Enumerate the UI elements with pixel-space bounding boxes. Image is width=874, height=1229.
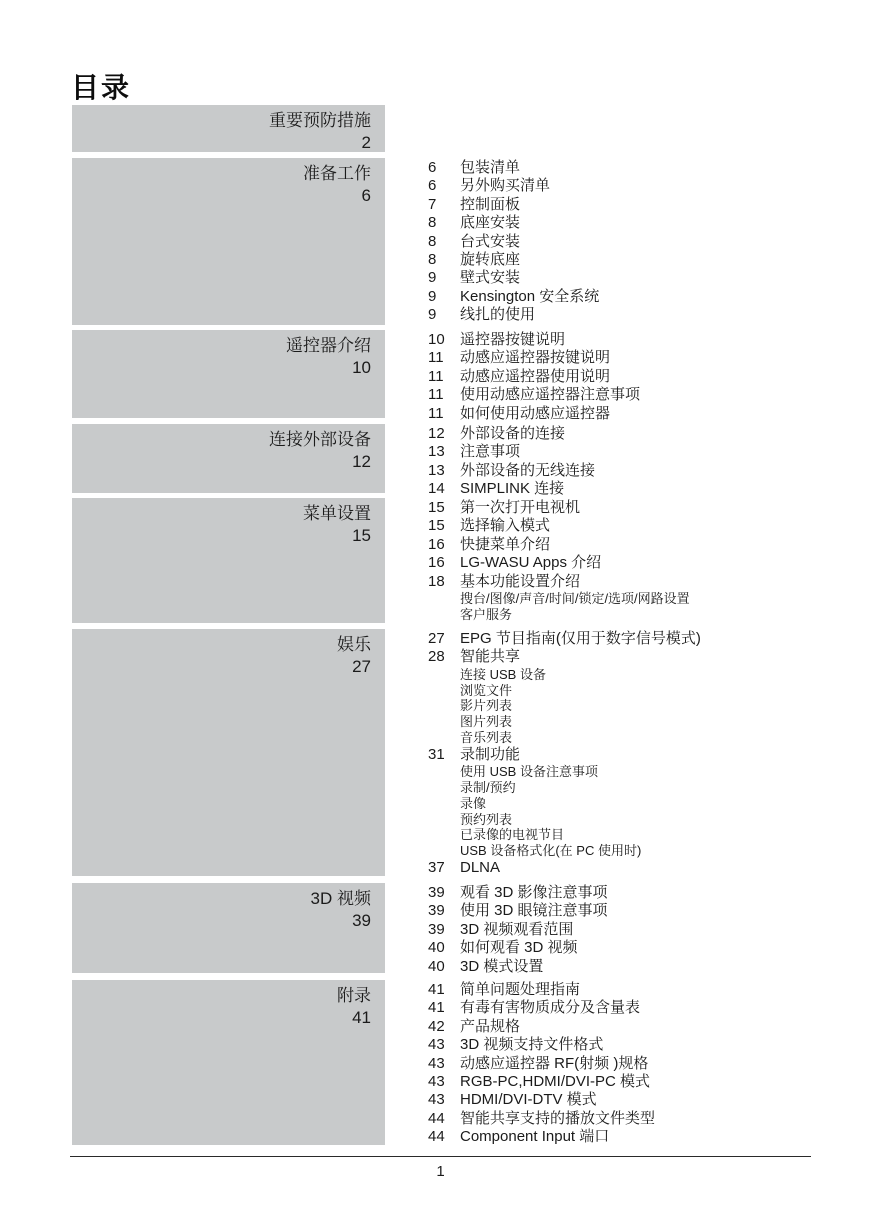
toc-section-entertainment <box>72 629 808 877</box>
section-item-list <box>428 498 768 623</box>
toc-subentry <box>428 796 768 812</box>
toc-entry-label: 简单问题处理指南 <box>460 981 581 998</box>
toc-subentry <box>428 683 768 699</box>
toc-entry-page-number: 39 <box>428 902 445 920</box>
toc-entry <box>428 386 768 404</box>
section-page-number: 2 <box>361 133 371 152</box>
section-title: 附录 <box>337 986 371 1005</box>
section-box-important-precautions <box>72 105 385 152</box>
toc-entry <box>428 1128 768 1146</box>
toc-entry-label: SIMPLINK 连接 <box>460 480 565 498</box>
toc-subentry <box>428 730 768 746</box>
toc-entry <box>428 177 768 195</box>
section-item-list <box>428 105 768 106</box>
toc-entry-label: 智能共享 <box>460 648 521 666</box>
toc-entry-page-number: 9 <box>428 269 437 287</box>
toc-subentry <box>428 827 768 843</box>
toc-entry-page-number <box>428 667 460 683</box>
toc-entry-label: 遥控器按键说明 <box>460 331 566 348</box>
toc-entry-label: 已录像的电视节目 <box>460 827 565 843</box>
toc-entry-page-number: 6 <box>428 177 437 195</box>
toc-entry-label: 线扎的使用 <box>460 306 536 324</box>
toc-entry <box>428 1055 768 1073</box>
toc-entry-page-number: 27 <box>428 630 445 647</box>
toc-entry-label: 台式安装 <box>460 232 521 250</box>
toc-entry <box>428 921 768 939</box>
toc-entry-label: 观看 3D 影像注意事项 <box>460 884 608 901</box>
section-box-preparation <box>72 158 385 325</box>
toc-entry <box>428 1110 768 1128</box>
section-page-number: 41 <box>352 1008 371 1027</box>
section-item-list <box>428 424 768 499</box>
toc-entry-page-number: 43 <box>428 1073 445 1091</box>
section-title: 娱乐 <box>337 635 371 654</box>
toc-entry-page-number: 39 <box>428 920 445 938</box>
toc-entry-label: 客户服务 <box>460 606 513 622</box>
toc-entry-label: 动感应遥控器使用说明 <box>460 367 611 385</box>
section-item-list <box>428 158 768 325</box>
toc-entry-label: 如何使用动感应遥控器 <box>460 404 611 422</box>
toc-entry-page-number: 31 <box>428 745 445 763</box>
toc-entry-label: 外部设备的无线连接 <box>460 461 596 479</box>
toc-entry-label: RGB-PC,HDMI/DVI-PC 模式 <box>460 1073 651 1091</box>
toc-subentry <box>428 843 768 859</box>
toc-entry-page-number <box>428 591 460 607</box>
toc-entry <box>428 1091 768 1109</box>
toc-entry <box>428 368 768 386</box>
toc-entry-label: 如何观看 3D 视频 <box>460 939 578 957</box>
toc-entry <box>428 462 768 480</box>
footer-divider <box>70 1156 811 1157</box>
toc-entry-page-number: 11 <box>428 367 444 385</box>
toc-entry-page-number: 43 <box>428 1091 445 1109</box>
toc-entry-page-number: 12 <box>428 425 445 442</box>
toc-entry-page-number <box>428 698 460 714</box>
toc-entry-label: 录像 <box>460 795 487 811</box>
toc-entry-page-number: 16 <box>428 535 445 553</box>
toc-entry <box>428 999 768 1017</box>
toc-entry-label: Component Input 端口 <box>460 1128 610 1146</box>
toc-subentry <box>428 607 768 623</box>
toc-entry <box>428 554 768 572</box>
section-item-list <box>428 330 768 423</box>
toc-entry <box>428 196 768 214</box>
toc-subentry <box>428 698 768 714</box>
toc-subentry <box>428 667 768 683</box>
toc-entry-label: 选择输入模式 <box>460 517 551 535</box>
toc-entry <box>428 630 768 648</box>
toc-entry-page-number: 9 <box>428 306 437 324</box>
toc-entry-label: Kensington 安全系统 <box>460 287 600 305</box>
toc-entry <box>428 981 768 999</box>
toc-section-important-precautions <box>72 105 808 152</box>
toc-entry <box>428 499 768 517</box>
section-title: 连接外部设备 <box>269 430 371 449</box>
section-page-number: 10 <box>352 358 371 377</box>
toc-entry-label: 3D 模式设置 <box>460 957 544 975</box>
section-box-entertainment <box>72 629 385 876</box>
toc-entry-label: DLNA <box>460 858 501 876</box>
toc-entry-label: 壁式安装 <box>460 269 521 287</box>
section-item-list <box>428 629 768 877</box>
toc-entry-page-number: 9 <box>428 287 437 305</box>
toc-entry-label: 产品规格 <box>460 1017 521 1035</box>
toc-entry-label: 使用 3D 眼镜注意事项 <box>460 902 608 920</box>
toc-entry-label: LG-WASU Apps 介绍 <box>460 554 602 572</box>
toc-entry-label: 3D 视频观看范围 <box>460 920 574 938</box>
toc-entry-label: 另外购买清单 <box>460 177 551 195</box>
toc-entry <box>428 958 768 976</box>
section-title: 菜单设置 <box>303 504 371 523</box>
toc-entry-page-number: 11 <box>428 404 444 422</box>
toc-entry-page-number: 41 <box>428 981 445 998</box>
toc-entry-label: 控制面板 <box>460 195 521 213</box>
toc-entry-label: 包装清单 <box>460 159 521 176</box>
toc-entry-page-number: 11 <box>428 349 444 367</box>
toc-entry-label: 图片列表 <box>460 714 513 730</box>
section-title: 准备工作 <box>303 164 371 183</box>
toc-section-appendix <box>72 980 808 1147</box>
toc-entry-label: 使用 USB 设备注意事项 <box>460 764 598 780</box>
section-title: 3D 视频 <box>310 889 371 908</box>
toc-entry-page-number: 16 <box>428 554 445 572</box>
toc-entry-label: 3D 视频支持文件格式 <box>460 1036 604 1054</box>
toc-entry-label: 旋转底座 <box>460 251 521 269</box>
toc-entry <box>428 331 768 349</box>
toc-entry-label: 搜台/图像/声音/时间/锁定/选项/网路设置 <box>460 591 690 607</box>
toc-entry-page-number: 6 <box>428 159 437 176</box>
toc-entry-page-number: 39 <box>428 884 445 901</box>
toc-entry-label: 使用动感应遥控器注意事项 <box>460 386 641 404</box>
toc-entry <box>428 573 768 591</box>
toc-entry-label: 影片列表 <box>460 698 513 714</box>
toc-section-3d-video <box>72 883 808 976</box>
footer-page-number: 1 <box>436 1163 445 1180</box>
toc-entry <box>428 536 768 554</box>
toc-entry-page-number: 44 <box>428 1109 445 1127</box>
toc-entry-page-number <box>428 780 460 796</box>
section-box-3d-video <box>72 883 385 973</box>
toc-entry-label: EPG 节目指南(仅用于数字信号模式) <box>460 630 701 647</box>
toc-entry-label: 第一次打开电视机 <box>460 499 581 516</box>
toc-entry-label: 连接 USB 设备 <box>460 666 546 682</box>
toc-subentry <box>428 591 768 607</box>
toc-entry-page-number: 10 <box>428 331 445 348</box>
section-page-number: 6 <box>361 186 371 205</box>
toc-entry <box>428 939 768 957</box>
toc-entry-label: 注意事项 <box>460 443 521 461</box>
toc-entry-page-number <box>428 714 460 730</box>
toc-entry-page-number <box>428 843 460 859</box>
toc-entry-label: HDMI/DVI-DTV 模式 <box>460 1091 597 1109</box>
toc-entry <box>428 159 768 177</box>
toc-entry-page-number: 15 <box>428 499 445 516</box>
toc-entry <box>428 349 768 367</box>
toc-entry <box>428 405 768 423</box>
toc-entry <box>428 269 768 287</box>
toc-entry-label: USB 设备格式化(在 PC 使用时) <box>460 843 642 859</box>
toc-entry-page-number <box>428 796 460 812</box>
toc-entry-page-number <box>428 827 460 843</box>
toc-section-preparation <box>72 158 808 325</box>
toc-subentry <box>428 780 768 796</box>
toc-section-menu-setup <box>72 498 808 623</box>
toc-entry <box>428 648 768 666</box>
toc-entry-label: 录制/预约 <box>460 780 516 795</box>
toc-entry-label: 有毒有害物质成分及含量表 <box>460 999 641 1017</box>
toc-entry-label: 音乐列表 <box>460 730 513 745</box>
toc-entry-page-number: 41 <box>428 999 445 1017</box>
toc-entry <box>428 517 768 535</box>
toc-entry <box>428 1036 768 1054</box>
toc-entry <box>428 251 768 269</box>
toc-entry <box>428 443 768 461</box>
toc-entry <box>428 233 768 251</box>
section-box-appendix <box>72 980 385 1145</box>
toc-entry-page-number: 8 <box>428 232 437 250</box>
toc-entry <box>428 884 768 902</box>
toc-entry-page-number: 42 <box>428 1017 445 1035</box>
toc-entry-label: 动感应遥控器 RF(射频 )规格 <box>460 1054 649 1072</box>
toc-entry-label: 智能共享支持的播放文件类型 <box>460 1109 656 1127</box>
toc-entry-page-number: 43 <box>428 1054 445 1072</box>
toc-entry-page-number: 11 <box>428 386 444 404</box>
toc-entry <box>428 1073 768 1091</box>
toc-entry-page-number <box>428 812 460 828</box>
toc-entry-page-number: 18 <box>428 572 445 590</box>
toc-entry <box>428 902 768 920</box>
section-page-number: 27 <box>352 657 371 676</box>
toc-entry-label: 录制功能 <box>460 745 521 763</box>
toc-entry <box>428 306 768 324</box>
toc-entry-page-number: 44 <box>428 1128 445 1146</box>
toc-section-external-devices <box>72 424 808 499</box>
section-item-list <box>428 980 768 1147</box>
toc-entry-page-number: 14 <box>428 480 445 498</box>
section-page-number: 39 <box>352 911 371 930</box>
toc-entry <box>428 288 768 306</box>
toc-entry-page-number <box>428 764 460 780</box>
page-title: 目录 <box>71 72 132 103</box>
toc-entry-page-number: 28 <box>428 648 445 666</box>
toc-entry-page-number: 40 <box>428 957 445 975</box>
toc-entry-page-number: 13 <box>428 461 445 479</box>
section-page-number: 15 <box>352 526 371 545</box>
section-box-menu-setup <box>72 498 385 623</box>
toc-entry-label: 快捷菜单介绍 <box>460 535 551 553</box>
toc-entry <box>428 480 768 498</box>
section-title: 遥控器介绍 <box>286 336 371 355</box>
toc-entry-label: 浏览文件 <box>460 682 513 698</box>
toc-section-remote-control <box>72 330 808 423</box>
toc-entry <box>428 214 768 232</box>
section-title: 重要预防措施 <box>269 111 371 130</box>
toc-entry-page-number: 43 <box>428 1036 445 1054</box>
toc-entry-page-number <box>428 683 460 699</box>
toc-entry-label: 动感应遥控器按键说明 <box>460 349 611 367</box>
toc-entry-page-number <box>428 607 460 623</box>
section-box-external-devices <box>72 424 385 493</box>
toc-entry-page-number: 15 <box>428 517 445 535</box>
toc-subentry <box>428 812 768 828</box>
toc-entry-page-number: 40 <box>428 939 445 957</box>
toc-entry-label: 预约列表 <box>460 811 513 827</box>
toc-entry <box>428 1018 768 1036</box>
toc-entry <box>428 859 768 877</box>
toc-entry <box>428 425 768 443</box>
toc-entry <box>428 746 768 764</box>
section-item-list <box>428 883 768 976</box>
toc-entry-page-number: 7 <box>428 195 437 213</box>
section-page-number: 12 <box>352 452 371 471</box>
toc-entry-page-number: 13 <box>428 443 445 461</box>
toc-entry-page-number <box>428 730 460 746</box>
toc-entry-page-number: 37 <box>428 858 445 876</box>
section-box-remote-control <box>72 330 385 418</box>
toc-subentry <box>428 714 768 730</box>
toc-entry-page-number: 8 <box>428 251 437 269</box>
toc-entry-page-number: 8 <box>428 214 437 232</box>
toc-entry-label: 底座安装 <box>460 214 521 232</box>
toc-entry-label: 外部设备的连接 <box>460 425 566 442</box>
toc-subentry <box>428 764 768 780</box>
toc-entry-label: 基本功能设置介绍 <box>460 572 581 590</box>
